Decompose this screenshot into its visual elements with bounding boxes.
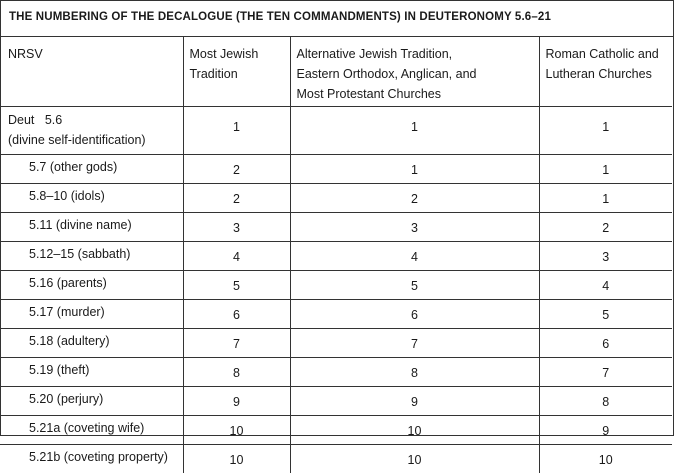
cell-most-jewish: 1 [183,106,290,154]
cell-roman-catholic: 3 [539,241,672,270]
cell-roman-catholic: 5 [539,299,672,328]
table-row [0,386,672,415]
cell-roman-catholic: 1 [539,106,672,154]
cell-alternative: 2 [290,183,539,212]
header-nrsv-line: NRSV [8,47,43,61]
cell-most-jewish: 10 [183,415,290,444]
table-row [0,415,672,444]
cell-most-jewish: 7 [183,328,290,357]
header-line: Alternative Jewish Tradition, [296,47,453,61]
header-alternative [290,36,539,106]
row-label: 5.17 (murder) [0,299,183,328]
row-label: 5.18 (adultery) [0,328,183,357]
cell-alternative: 5 [290,270,539,299]
table-row [0,328,672,357]
row-label: 5.19 (theft) [0,357,183,386]
cell-alternative: 10 [290,415,539,444]
table-row [0,299,672,328]
cell-roman-catholic: 10 [539,444,672,473]
cell-most-jewish: 10 [183,444,290,473]
table-row [0,106,672,154]
cell-most-jewish: 2 [183,183,290,212]
cell-alternative: 6 [290,299,539,328]
row-label [0,106,183,154]
cell-alternative: 1 [290,154,539,183]
table-row [0,270,672,299]
decalogue-table [0,36,672,473]
cell-most-jewish: 3 [183,212,290,241]
row-label: 5.7 (other gods) [0,154,183,183]
cell-most-jewish: 8 [183,357,290,386]
header-most-jewish [183,36,290,106]
cell-most-jewish: 6 [183,299,290,328]
row-label: 5.12–15 (sabbath) [0,241,183,270]
cell-alternative: 3 [290,212,539,241]
cell-roman-catholic: 6 [539,328,672,357]
row-label: 5.21a (coveting wife) [0,415,183,444]
table-row [0,212,672,241]
cell-roman-catholic: 7 [539,357,672,386]
cell-most-jewish: 9 [183,386,290,415]
header-line: Roman Catholic and [545,47,659,61]
row-label: 5.20 (perjury) [0,386,183,415]
cell-roman-catholic: 1 [539,183,672,212]
cell-roman-catholic: 9 [539,415,672,444]
row-label-line: (divine self-identification) [8,132,146,147]
cell-alternative: 10 [290,444,539,473]
cell-roman-catholic: 4 [539,270,672,299]
header-row [0,36,672,106]
cell-most-jewish: 4 [183,241,290,270]
cell-alternative: 1 [290,106,539,154]
cell-roman-catholic: 1 [539,154,672,183]
row-label: 5.16 (parents) [0,270,183,299]
cell-roman-catholic: 8 [539,386,672,415]
row-label-line: Deut 5.6 [8,112,63,127]
table-row [0,357,672,386]
cell-most-jewish: 5 [183,270,290,299]
header-line: Lutheran Churches [545,67,652,81]
cell-alternative: 9 [290,386,539,415]
row-label: 5.8–10 (idols) [0,183,183,212]
header-line: Eastern Orthodox, Anglican, and [296,67,477,81]
table-row [0,183,672,212]
table-row [0,154,672,183]
cell-alternative: 7 [290,328,539,357]
cell-alternative: 8 [290,357,539,386]
row-label: 5.21b (coveting property) [0,444,183,473]
cell-most-jewish: 2 [183,154,290,183]
cell-alternative: 4 [290,241,539,270]
row-label: 5.11 (divine name) [0,212,183,241]
table-row [0,241,672,270]
table-row [0,444,672,473]
header-line: Tradition [189,67,238,81]
header-line: Most Protestant Churches [296,87,442,101]
cell-roman-catholic: 2 [539,212,672,241]
header-line: Most Jewish [189,47,259,61]
header-nrsv [0,36,183,106]
table-title: THE NUMBERING OF THE DECALOGUE (THE TEN COMMANDMENTS) IN DEUTERONOMY 5.6–21 [1,1,673,37]
header-roman-catholic [539,36,672,106]
